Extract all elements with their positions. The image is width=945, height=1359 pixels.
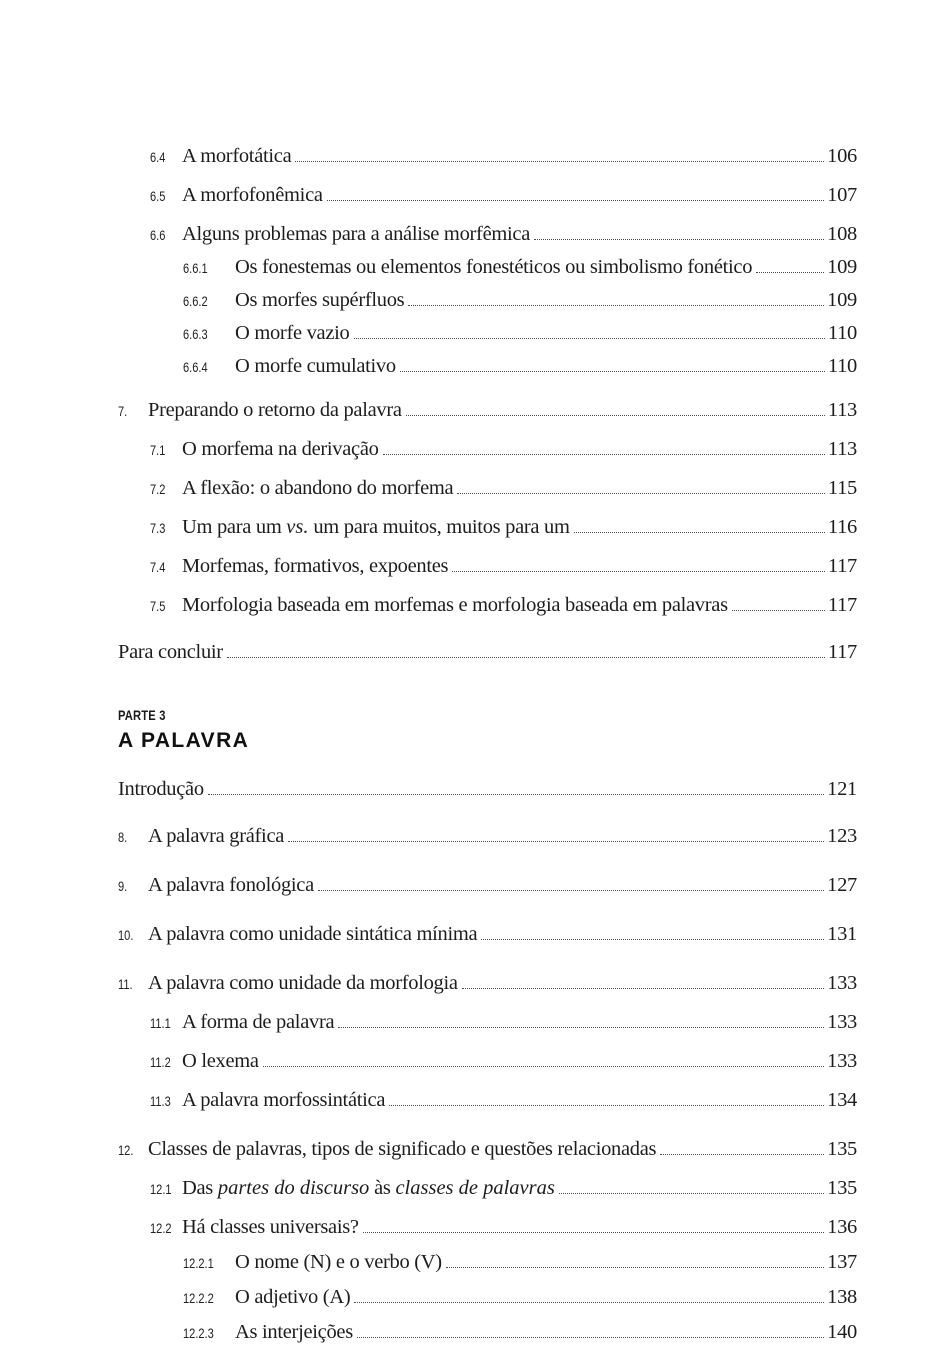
toc-entry-title: A morfofonêmica xyxy=(182,184,323,206)
dot-leader xyxy=(383,454,825,455)
toc-entry-title: Os morfes supérfluos xyxy=(235,289,405,311)
toc-entry-number: 9. xyxy=(118,879,128,894)
toc-entry-title: A forma de palavra xyxy=(182,1011,335,1033)
dot-leader xyxy=(288,841,824,842)
toc-page-number: 113 xyxy=(827,438,857,460)
toc-entry-number: 12.2 xyxy=(150,1221,172,1236)
toc-entry-title: O lexema xyxy=(182,1050,259,1072)
toc-entry xyxy=(118,776,857,802)
dot-leader xyxy=(327,200,824,201)
toc-page-number: 127 xyxy=(827,874,857,896)
toc-entry xyxy=(118,397,857,425)
dot-leader xyxy=(462,988,824,989)
toc-entry-title: Morfemas, formativos, expoentes xyxy=(182,555,449,577)
toc-entry-number: 10. xyxy=(118,928,134,943)
toc-page-number: 137 xyxy=(827,1251,857,1273)
toc-entry xyxy=(118,1249,857,1277)
toc-entry xyxy=(118,553,857,581)
dot-leader xyxy=(338,1027,824,1028)
toc-entry-title: Os fonestemas ou elementos fonestéticos ou simbolismo fonético xyxy=(235,256,753,278)
toc-page-number: 136 xyxy=(827,1216,857,1238)
toc-entry-title: A palavra como unidade da morfologia xyxy=(148,972,458,994)
toc-page-number: 109 xyxy=(827,256,857,278)
toc-entry-title: O nome (N) e o verbo (V) xyxy=(235,1251,442,1273)
toc-entry-title: A palavra morfossintática xyxy=(182,1089,386,1111)
dot-leader xyxy=(660,1154,824,1155)
toc-page-number: 138 xyxy=(827,1286,857,1308)
toc-entry-number: 7.3 xyxy=(150,521,166,536)
dot-leader xyxy=(452,571,825,572)
toc-entry-number: 11. xyxy=(118,977,133,992)
toc-entry-title: Há classes universais? xyxy=(182,1216,359,1238)
toc-page-number: 117 xyxy=(827,555,857,577)
toc-entry xyxy=(118,221,857,249)
toc-entry xyxy=(118,921,857,949)
toc-page-number: 109 xyxy=(827,289,857,311)
toc-entry-number: 12. xyxy=(118,1143,134,1158)
toc-entry xyxy=(118,639,857,665)
dot-leader xyxy=(756,272,824,273)
toc-page-number: 116 xyxy=(827,516,857,538)
part-title: A PALAVRA xyxy=(118,729,250,752)
toc-entry xyxy=(118,592,857,620)
toc-page-number: 117 xyxy=(827,641,857,663)
dot-leader xyxy=(295,161,824,162)
toc-page-number: 140 xyxy=(827,1321,857,1343)
toc-entry-number: 6.6.1 xyxy=(183,261,208,276)
toc-entry-number: 7.4 xyxy=(150,560,166,575)
dot-leader xyxy=(354,1302,824,1303)
toc-entry xyxy=(118,1214,857,1242)
table-of-contents xyxy=(118,143,857,1347)
part-heading xyxy=(118,707,857,756)
toc-entry-title: Alguns problemas para a análise morfêmica xyxy=(182,223,531,245)
toc-entry-number: 7.2 xyxy=(150,482,166,497)
toc-page-number: 113 xyxy=(827,399,857,421)
toc-entry xyxy=(118,970,857,998)
toc-entry-title: Morfologia baseada em morfemas e morfologia baseada em palavras xyxy=(182,594,728,616)
toc-entry xyxy=(118,514,857,542)
toc-entry-title: Das partes do discurso às classes de palavras xyxy=(182,1177,555,1199)
dot-leader xyxy=(574,532,825,533)
toc-entry-number: 12.2.1 xyxy=(183,1256,214,1271)
toc-entry-number: 6.6.4 xyxy=(183,360,208,375)
toc-entry-title: O adjetivo (A) xyxy=(235,1286,351,1308)
dot-leader xyxy=(732,610,825,611)
part-label: PARTE 3 xyxy=(118,707,166,723)
toc-entry-title: Um para um vs. um para muitos, muitos para um xyxy=(182,516,570,538)
toc-page-number: 123 xyxy=(827,825,857,847)
toc-entry xyxy=(118,436,857,464)
toc-entry xyxy=(118,1175,857,1203)
dot-leader xyxy=(227,657,825,658)
dot-leader xyxy=(406,415,825,416)
toc-entry xyxy=(118,182,857,210)
toc-entry-title: Preparando o retorno da palavra xyxy=(148,399,402,421)
toc-page-number: 107 xyxy=(827,184,857,206)
toc-entry xyxy=(118,1009,857,1037)
dot-leader xyxy=(457,493,825,494)
toc-entry xyxy=(118,872,857,900)
toc-page-number: 110 xyxy=(827,322,857,344)
dot-leader xyxy=(389,1105,824,1106)
toc-entry-number: 6.6.3 xyxy=(183,327,208,342)
toc-entry-title: O morfe vazio xyxy=(235,322,350,344)
toc-page-number: 133 xyxy=(827,972,857,994)
toc-page-number: 135 xyxy=(827,1138,857,1160)
toc-entry-number: 11.2 xyxy=(150,1055,171,1070)
toc-entry-number: 7.1 xyxy=(150,443,166,458)
toc-page-number: 135 xyxy=(827,1177,857,1199)
toc-page-number: 131 xyxy=(827,923,857,945)
toc-page-number: 117 xyxy=(827,594,857,616)
dot-leader xyxy=(481,939,824,940)
toc-entry-title: Para concluir xyxy=(118,641,223,663)
dot-leader xyxy=(400,371,825,372)
toc-entry-title: O morfema na derivação xyxy=(182,438,379,460)
toc-entry-title: A palavra como unidade sintática mínima xyxy=(148,923,478,945)
toc-entry-title: As interjeições xyxy=(235,1321,353,1343)
toc-entry xyxy=(118,320,857,348)
toc-page-number: 134 xyxy=(827,1089,857,1111)
toc-entry-number: 7.5 xyxy=(150,599,166,614)
toc-entry xyxy=(118,1087,857,1115)
toc-entry-number: 12.2.2 xyxy=(183,1291,214,1306)
toc-page-number: 115 xyxy=(827,477,857,499)
toc-entry-title: A palavra gráfica xyxy=(148,825,285,847)
toc-entry xyxy=(118,1284,857,1312)
dot-leader xyxy=(363,1232,824,1233)
toc-entry-title: A morfotática xyxy=(182,145,292,167)
dot-leader xyxy=(208,794,824,795)
toc-entry-title: A flexão: o abandono do morfema xyxy=(182,477,454,499)
toc-page-number: 106 xyxy=(827,145,857,167)
toc-page-number: 108 xyxy=(827,223,857,245)
toc-entry-number: 7. xyxy=(118,404,128,419)
toc-entry xyxy=(118,353,857,381)
toc-page-number: 133 xyxy=(827,1011,857,1033)
toc-entry xyxy=(118,823,857,851)
toc-entry-number: 6.6 xyxy=(150,228,166,243)
toc-entry-number: 11.3 xyxy=(150,1094,171,1109)
toc-entry-number: 12.1 xyxy=(150,1182,172,1197)
toc-page-number: 110 xyxy=(827,355,857,377)
toc-entry-title: A palavra fonológica xyxy=(148,874,314,896)
toc-entry xyxy=(118,1048,857,1076)
toc-entry-number: 6.5 xyxy=(150,189,166,204)
toc-entry-title: O morfe cumulativo xyxy=(235,355,396,377)
dot-leader xyxy=(559,1193,824,1194)
toc-entry-number: 12.2.3 xyxy=(183,1326,214,1341)
toc-page-number: 121 xyxy=(827,778,857,800)
toc-entry-title: Classes de palavras, tipos de significado e questões relacionadas xyxy=(148,1138,657,1160)
toc-entry xyxy=(118,287,857,315)
toc-entry-number: 8. xyxy=(118,830,128,845)
toc-entry-number: 6.6.2 xyxy=(183,294,208,309)
dot-leader xyxy=(408,305,824,306)
toc-entry xyxy=(118,1319,857,1347)
toc-entry xyxy=(118,1136,857,1164)
toc-entry xyxy=(118,254,857,282)
dot-leader xyxy=(354,338,825,339)
toc-page-number: 133 xyxy=(827,1050,857,1072)
toc-entry xyxy=(118,475,857,503)
toc-entry-title: Introdução xyxy=(118,778,204,800)
dot-leader xyxy=(357,1337,824,1338)
toc-entry xyxy=(118,143,857,171)
dot-leader xyxy=(446,1267,824,1268)
toc-entry-number: 6.4 xyxy=(150,150,166,165)
dot-leader xyxy=(534,239,824,240)
dot-leader xyxy=(318,890,824,891)
dot-leader xyxy=(263,1066,824,1067)
toc-entry-number: 11.1 xyxy=(150,1016,171,1031)
